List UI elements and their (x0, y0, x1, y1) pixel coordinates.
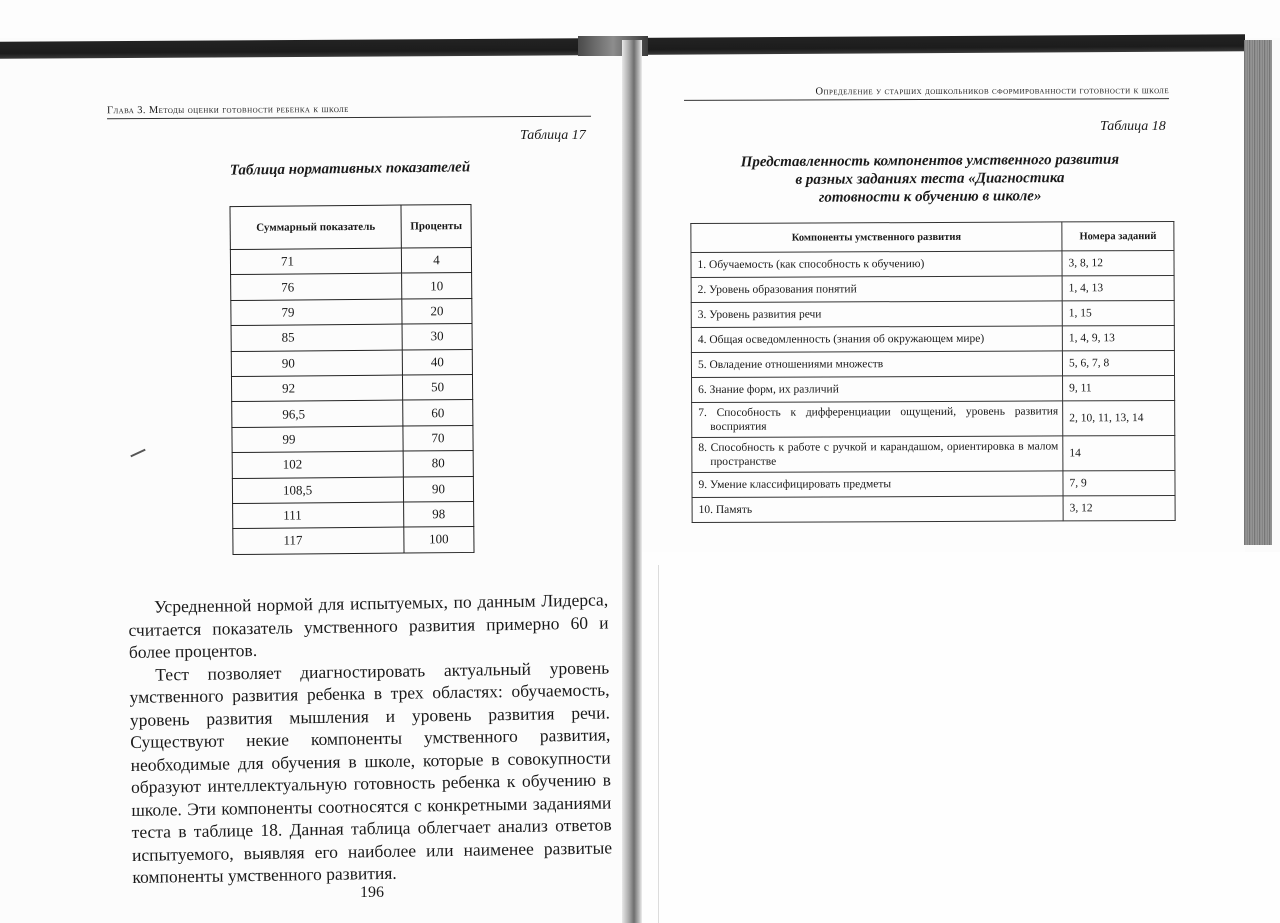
cell-score: 102 (232, 451, 403, 478)
cell-score: 79 (231, 299, 402, 326)
table-row (692, 470, 1175, 497)
cell-component: 6. Знание форм, их различий (692, 376, 1063, 403)
cell-percent: 70 (403, 425, 473, 451)
column-header-components: Компоненты умственного развития (691, 222, 1062, 253)
column-header-task-numbers: Номера заданий (1062, 221, 1174, 250)
cell-percent: 50 (402, 374, 472, 400)
table-row (692, 400, 1175, 437)
cell-percent: 60 (403, 400, 473, 426)
cell-task-numbers: 3, 8, 12 (1062, 250, 1174, 275)
cell-component: 10. Память (692, 496, 1063, 523)
table-header-row (691, 221, 1174, 252)
table-18-label: Таблица 18 (1100, 119, 1166, 134)
table-row (231, 374, 472, 401)
table-18-title-line: Представленность компонентов умственного развития (740, 151, 1120, 171)
table-row (691, 300, 1174, 327)
cell-component: 3. Уровень развития речи (691, 301, 1062, 328)
table-row (232, 451, 473, 478)
table-17-title: Таблица нормативных показателей (229, 159, 471, 179)
table-row (231, 349, 472, 376)
table-row (691, 275, 1174, 302)
table-row (230, 247, 471, 274)
cell-component: 4. Общая осведомленность (знания об окружающем мире) (691, 326, 1062, 353)
table-18-title-line: в разных заданиях теста «Диагностика (795, 170, 1065, 188)
cell-component: 5. Овладение отношениями множеств (691, 351, 1062, 378)
cell-score: 76 (231, 273, 402, 300)
table-row (232, 400, 473, 427)
page-number: 196 (360, 884, 384, 901)
cell-percent: 100 (404, 527, 474, 553)
page-stack-edges (1244, 40, 1272, 545)
cell-task-numbers: 1, 4, 13 (1062, 275, 1174, 300)
scan-background-top (0, 0, 1280, 38)
normative-indicators-table (229, 204, 474, 555)
cell-score: 108,5 (232, 477, 403, 504)
cell-component: 8. Способность к работе с ручкой и карандашом, ориентировка в малом пространстве (698, 440, 1059, 468)
right-running-head: Определение у старших дошкольников сформированности готовности к школе (684, 85, 1169, 101)
cell-score: 71 (230, 248, 401, 275)
table-18-title-line: готовности к обучению в школе» (818, 188, 1042, 206)
table-row (692, 375, 1175, 402)
table-row (691, 250, 1174, 277)
cell-score: 96,5 (232, 400, 403, 427)
table-row (231, 324, 472, 351)
cell-task-numbers: 3, 12 (1063, 495, 1175, 520)
paragraph: Усредненной нормой для испытуемых, по данным Лидерса, считается показатель умственного развития примерно 60 и более процентов. (128, 589, 609, 662)
body-text (128, 588, 613, 888)
cell-score: 92 (231, 375, 402, 402)
cell-component-wrapper (692, 436, 1063, 473)
table-row (233, 527, 474, 554)
cell-task-numbers: 1, 15 (1062, 300, 1174, 325)
cell-task-numbers: 1, 4, 9, 13 (1062, 325, 1174, 350)
scanner-bed-area (640, 552, 1280, 923)
table-header-row (230, 204, 471, 249)
left-running-head: Глава 3. Методы оценки готовности ребенка к школе (107, 103, 591, 120)
cell-score: 99 (232, 426, 403, 453)
cell-score: 117 (233, 527, 404, 554)
table-17-label: Таблица 17 (520, 128, 586, 143)
column-header-percent: Проценты (401, 204, 471, 248)
page-edge-line (658, 565, 659, 923)
cell-task-numbers: 5, 6, 7, 8 (1062, 350, 1174, 375)
cell-percent: 98 (404, 501, 474, 527)
cell-percent: 10 (402, 273, 472, 299)
cell-component: 7. Способность к дифференциации ощущений, уровень развития восприятия (698, 405, 1059, 433)
table-row (691, 325, 1174, 352)
cell-percent: 4 (401, 247, 471, 273)
cell-task-numbers: 14 (1063, 435, 1175, 470)
cell-task-numbers: 9, 11 (1063, 375, 1175, 400)
cell-component: 1. Обучаемость (как способность к обучению) (691, 251, 1062, 278)
cell-component: 9. Умение классифицировать предметы (692, 471, 1063, 498)
table-row (692, 435, 1175, 472)
book-gutter (622, 40, 642, 923)
cell-percent: 40 (402, 349, 472, 375)
mental-development-components-table (690, 221, 1175, 523)
table-row (691, 350, 1174, 377)
table-row (233, 501, 474, 528)
cell-task-numbers: 7, 9 (1063, 470, 1175, 495)
cell-percent: 90 (403, 476, 473, 502)
cell-score: 90 (231, 350, 402, 377)
table-row (231, 273, 472, 300)
cell-component: 2. Уровень образования понятий (691, 276, 1062, 303)
column-header-total-score: Суммарный показатель (230, 205, 401, 249)
paragraph: Тест позволяет диагностировать актуальный уровень умственного развития ребенка в трех областях: обучаемость, уровень развития мышления и уровень развития речи. Существуют некие компоненты умственного развития, необходимые для обучения в школе, которые в совокупности образуют интеллектуальную готовность ребенка к обучению в школе. Эти компоненты соотносятся с конкретными заданиями теста в таблице 18. Данная таблица облегчает анализ ответов испытуемого, выявляя его наиболее или наименее развитые компоненты умственного развития. (129, 656, 613, 887)
cell-percent: 20 (402, 298, 472, 324)
table-18-title (690, 150, 1170, 207)
cell-score: 85 (231, 324, 402, 351)
table-row (232, 476, 473, 503)
table-row (232, 425, 473, 452)
cell-percent: 80 (403, 451, 473, 477)
table-row (692, 495, 1175, 522)
cell-percent: 30 (402, 324, 472, 350)
cell-task-numbers: 2, 10, 11, 13, 14 (1063, 400, 1175, 435)
table-row (231, 298, 472, 325)
cell-component-wrapper (692, 401, 1063, 438)
cell-score: 111 (233, 502, 404, 529)
